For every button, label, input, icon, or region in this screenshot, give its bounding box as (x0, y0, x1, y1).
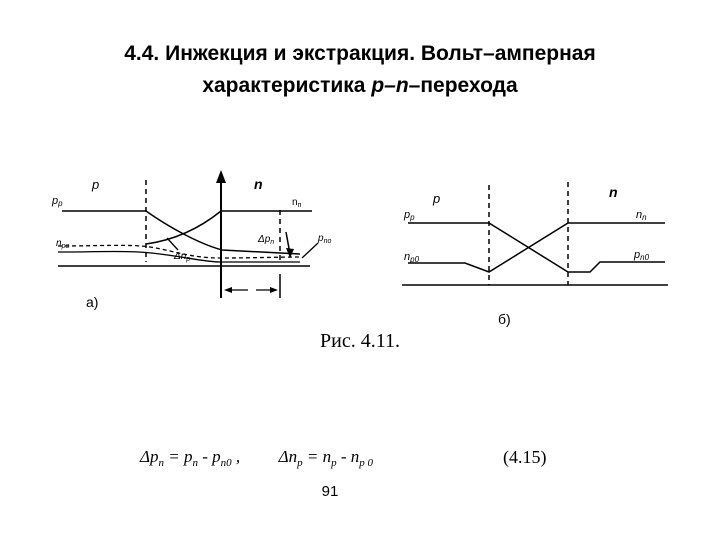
figure-a-labels (51, 176, 331, 310)
figure-a-arrow-dnp (167, 238, 178, 250)
figure-b-label-pno: pn0 (634, 249, 650, 262)
figure-b-diagram (402, 182, 668, 285)
title-line-1: 4.4. Инжекция и экстракция. Вольт–амперная (124, 42, 596, 65)
figure-a-sublabel: а) (86, 294, 99, 310)
title-line-2-suffix: –перехода (408, 74, 518, 97)
page-number: 91 (321, 483, 339, 500)
figure-b-n-curve (408, 223, 665, 272)
figure-b-label-n: n (609, 184, 618, 200)
figure-a-label-npo: $n_{pо}$ (56, 238, 70, 250)
figure-b-label-nn: nn (636, 209, 647, 222)
equation-part-1: $\Delta p_n = p_n - p_{n0}$ , (140, 447, 241, 469)
figure-a-label-dpn: $\Delta p_n$ (258, 234, 275, 246)
figure-a-label-n: n (254, 176, 263, 192)
figure-a-label-dnp: $\Delta n_p$ (174, 251, 191, 263)
figure-b-label-p: p (433, 191, 441, 206)
equation-number: (4.15) (503, 447, 547, 467)
figure-b-label-pp: pp (404, 209, 415, 222)
figure-b-label-npo: np0 (404, 251, 420, 264)
figure-a-label-pp: pр (52, 195, 63, 208)
figure-a-arrow-pno (302, 243, 318, 258)
figure-caption: Рис. 4.11. (320, 330, 400, 352)
figure-a-p-curve (146, 211, 300, 254)
figure-b-labels (403, 184, 650, 327)
figure-a-label-pno: $p_{nо}$ (318, 233, 332, 245)
figure-a-dim-arrowhead-r (270, 287, 278, 293)
equation-4-15 (140, 447, 547, 469)
figure-a-label-nn: $n_п$ (292, 197, 302, 209)
figure-a-n-curve (146, 211, 221, 244)
equation-part-2: $\Delta n_p = n_p - n_{p 0}$ (278, 447, 374, 469)
title-line-2-pn: p–n (371, 74, 409, 97)
figure-b-p-curve (408, 223, 665, 272)
figure-a-label-p: p (92, 177, 100, 192)
figure-a-axis-arrow (216, 170, 226, 183)
figure-b-sublabel: б) (498, 311, 511, 327)
title-line-2-prefix: характеристика (202, 74, 372, 97)
figure-a-dim-arrowhead-l (224, 287, 232, 293)
